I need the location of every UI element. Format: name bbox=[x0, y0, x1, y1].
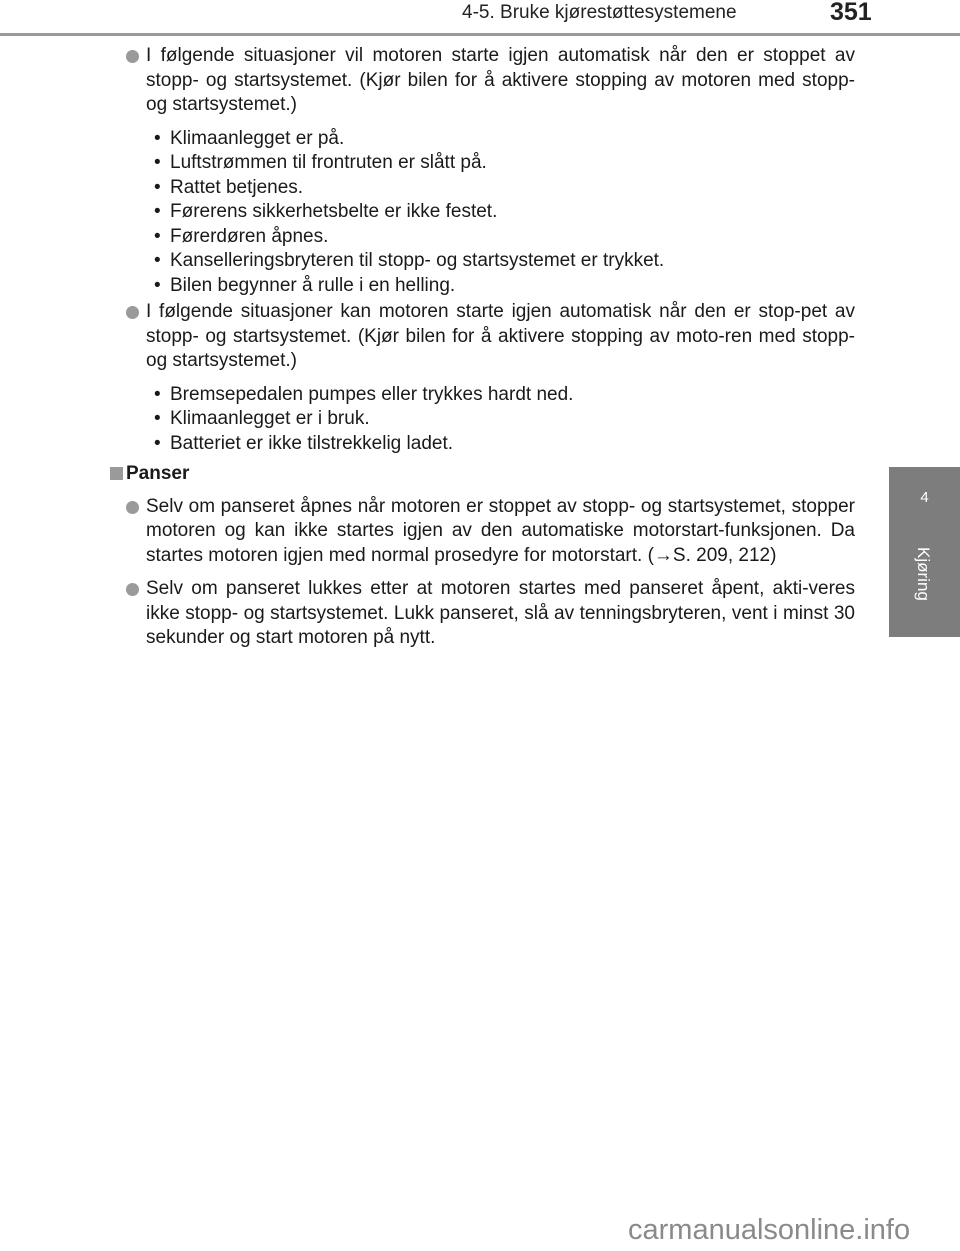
list-item: • Klimaanlegget er i bruk. bbox=[154, 407, 855, 432]
list-item: • Førerdøren åpnes. bbox=[154, 225, 855, 250]
bullet-dot-icon bbox=[126, 50, 139, 63]
chapter-tab-label: Kjøring bbox=[914, 547, 933, 601]
list-possible-conditions bbox=[110, 383, 855, 457]
list-item: • Bilen begynner å rulle i en helling. bbox=[154, 274, 855, 299]
page-number: 351 bbox=[830, 0, 872, 26]
paragraph-hood-opened bbox=[110, 495, 855, 569]
watermark: carmanualsonline.info bbox=[628, 1214, 911, 1246]
section-heading-panser bbox=[110, 462, 855, 487]
paragraph-text: I følgende situasjoner vil motoren starte igjen automatisk når den er stoppet av stopp- og startsystemet. (Kjør bilen for å aktivere stopping av motoren med stopp- og startsystemet.) bbox=[146, 45, 855, 115]
page-content bbox=[110, 44, 855, 660]
list-item: • Førerens sikkerhetsbelte er ikke festet. bbox=[154, 200, 855, 225]
chapter-tab bbox=[889, 467, 960, 637]
list-item: • Klimaanlegget er på. bbox=[154, 127, 855, 152]
heading-square-icon bbox=[110, 467, 123, 480]
paragraph-hood-closed bbox=[110, 577, 855, 651]
paragraph-text: Selv om panseret lukkes etter at motoren startes med panseret åpent, akti-veres ikke stopp- og startsystemet. Lukk panseret, slå av tenningsbryteren, vent i minst 30 sekunder og start motoren på nytt. bbox=[146, 578, 855, 648]
bullet-dot-icon bbox=[126, 583, 139, 596]
heading-text: Panser bbox=[126, 463, 190, 484]
bullet-dot-icon bbox=[126, 501, 139, 514]
list-item: • Rattet betjenes. bbox=[154, 176, 855, 201]
paragraph-restart-auto bbox=[110, 44, 855, 118]
bullet-dot-icon bbox=[126, 306, 139, 319]
paragraph-text: I følgende situasjoner kan motoren starte igjen automatisk når den er stop-pet av stopp- og startsystemet. (Kjør bilen for å aktivere stopping av moto-ren med stopp- og startsystemet.) bbox=[146, 301, 855, 371]
list-restart-conditions bbox=[110, 127, 855, 299]
paragraph-restart-possible bbox=[110, 300, 855, 374]
header-section-title: 4-5. Bruke kjørestøttesystemene bbox=[462, 2, 737, 23]
chapter-tab-number: 4 bbox=[920, 489, 929, 506]
list-item: • Kanselleringsbryteren til stopp- og startsystemet er trykket. bbox=[154, 249, 855, 274]
list-item: • Bremsepedalen pumpes eller trykkes hardt ned. bbox=[154, 383, 855, 408]
list-item: • Batteriet er ikke tilstrekkelig ladet. bbox=[154, 432, 855, 457]
header-rule bbox=[0, 33, 960, 36]
paragraph-text: Selv om panseret åpnes når motoren er stoppet av stopp- og startsystemet, stopper motoren og kan ikke startes igjen av den automatiske motorstart-funksjonen. Da startes motoren igjen med normal prosedyre for motorstart. (→S. 209, 212) bbox=[146, 495, 855, 566]
list-item: • Luftstrømmen til frontruten er slått på. bbox=[154, 151, 855, 176]
